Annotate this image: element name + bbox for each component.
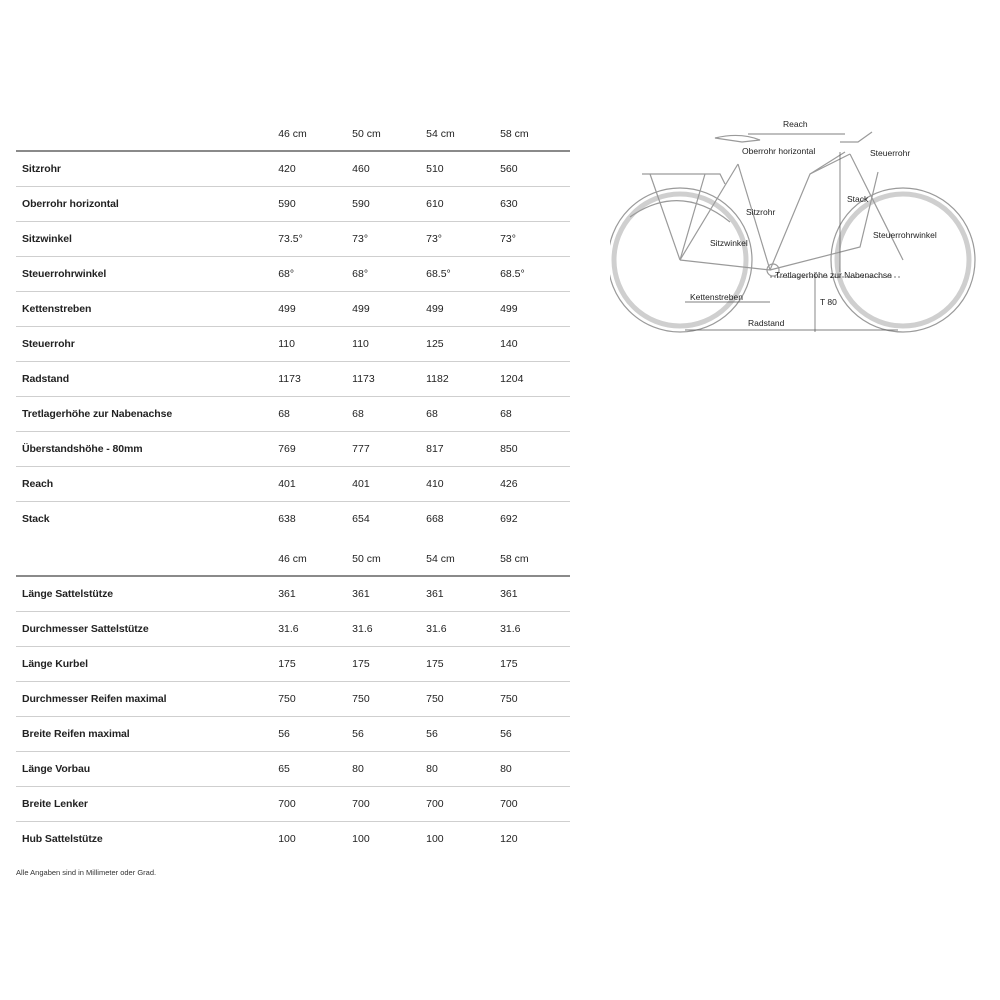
table-cell: 110 <box>352 338 369 350</box>
diagram-sitzwinkel-label: Sitzwinkel <box>710 238 748 248</box>
table-row <box>16 187 570 222</box>
table-cell: 68° <box>352 268 369 280</box>
table-cell: 73° <box>352 233 369 245</box>
row-label: Überstandshöhe - 80mm <box>22 443 143 455</box>
table-cell: 175 <box>278 658 296 670</box>
row-label: Länge Vorbau <box>22 763 91 775</box>
table-cell: 499 <box>500 303 518 315</box>
row-label: Länge Sattelstütze <box>22 588 113 600</box>
table-row <box>16 577 570 612</box>
row-label: Länge Kurbel <box>22 658 88 670</box>
table-row <box>16 682 570 717</box>
bicycle-geometry-icon <box>610 112 980 342</box>
table-cell: 56 <box>278 728 290 740</box>
row-label: Kettenstreben <box>22 303 92 315</box>
table-cell: 73.5° <box>278 233 303 245</box>
row-label: Tretlagerhöhe zur Nabenachse <box>22 408 173 420</box>
row-label: Breite Lenker <box>22 798 88 810</box>
table-cell: 700 <box>426 798 444 810</box>
table-cell: 140 <box>500 338 518 350</box>
table-cell: 769 <box>278 443 296 455</box>
table-cell: 1173 <box>278 373 301 385</box>
table-cell: 56 <box>500 728 512 740</box>
table-cell: 750 <box>352 693 370 705</box>
table-cell: 73° <box>500 233 516 245</box>
table-cell: 31.6 <box>426 623 447 635</box>
diagram-reach-label: Reach <box>783 119 808 129</box>
table-cell: 817 <box>426 443 444 455</box>
table-cell: 68 <box>426 408 438 420</box>
diagram-steuerrohr-label: Steuerrohr <box>870 148 911 158</box>
size-header: 50 cm <box>352 128 381 140</box>
diagram-sitzrohr-label: Sitzrohr <box>746 207 776 217</box>
table-cell: 750 <box>500 693 518 705</box>
table-cell: 750 <box>426 693 444 705</box>
table-cell: 638 <box>278 513 296 525</box>
row-label: Hub Sattelstütze <box>22 833 103 845</box>
table-row <box>16 257 570 292</box>
table-row <box>16 292 570 327</box>
size-header: 46 cm <box>278 553 307 565</box>
table-cell: 100 <box>352 833 370 845</box>
table-cell: 499 <box>352 303 370 315</box>
table-cell: 80 <box>426 763 438 775</box>
table-cell: 410 <box>426 478 444 490</box>
table-cell: 460 <box>352 163 370 175</box>
table-row <box>16 327 570 362</box>
table-cell: 654 <box>352 513 370 525</box>
size-header: 58 cm <box>500 128 529 140</box>
row-label: Radstand <box>22 373 70 385</box>
table-row <box>16 397 570 432</box>
table-cell: 361 <box>352 588 370 600</box>
table-cell: 590 <box>352 198 370 210</box>
table-cell: 56 <box>426 728 438 740</box>
table-cell: 110 <box>278 338 295 350</box>
table-cell: 68 <box>278 408 290 420</box>
table-cell: 630 <box>500 198 518 210</box>
geometry-table <box>16 118 570 536</box>
table-row <box>16 222 570 257</box>
table-cell: 120 <box>500 833 518 845</box>
table-cell: 499 <box>426 303 444 315</box>
table-cell: 668 <box>426 513 444 525</box>
table-row <box>16 467 570 502</box>
table-cell: 100 <box>278 833 296 845</box>
table-cell: 65 <box>278 763 290 775</box>
table-cell: 560 <box>500 163 518 175</box>
table-cell: 361 <box>426 588 444 600</box>
table-row <box>16 822 570 856</box>
row-label: Durchmesser Sattelstütze <box>22 623 149 635</box>
table-row <box>16 787 570 822</box>
table-cell: 68° <box>278 268 295 280</box>
table-row <box>16 752 570 787</box>
diagram-steuerrohrwinkel-label: Steuerrohrwinkel <box>873 230 937 240</box>
table-cell: 68.5° <box>426 268 451 280</box>
table-cell: 401 <box>278 478 296 490</box>
table-cell: 31.6 <box>352 623 373 635</box>
row-label: Sitzwinkel <box>22 233 72 245</box>
table-cell: 361 <box>500 588 518 600</box>
components-header-row <box>16 543 570 577</box>
row-label: Oberrohr horizontal <box>22 198 119 210</box>
row-label: Steuerrohrwinkel <box>22 268 107 280</box>
table-cell: 777 <box>352 443 370 455</box>
table-cell: 692 <box>500 513 518 525</box>
table-cell: 499 <box>278 303 296 315</box>
table-row <box>16 717 570 752</box>
table-row <box>16 612 570 647</box>
table-cell: 1204 <box>500 373 524 385</box>
table-cell: 426 <box>500 478 518 490</box>
table-cell: 420 <box>278 163 296 175</box>
table-cell: 68 <box>352 408 364 420</box>
diagram-tretlager-label: Tretlagerhöhe zur Nabenachse <box>775 270 892 280</box>
row-label: Reach <box>22 478 54 490</box>
diagram-stack-label: Stack <box>847 194 869 204</box>
table-cell: 700 <box>500 798 518 810</box>
table-row <box>16 502 570 536</box>
table-row <box>16 152 570 187</box>
table-cell: 175 <box>500 658 518 670</box>
table-cell: 175 <box>352 658 370 670</box>
diagram-oberrohr-label: Oberrohr horizontal <box>742 146 816 156</box>
row-label: Breite Reifen maximal <box>22 728 130 740</box>
diagram-kettenstreben-label: Kettenstreben <box>690 292 743 302</box>
table-cell: 80 <box>500 763 512 775</box>
table-cell: 31.6 <box>500 623 521 635</box>
table-cell: 31.6 <box>278 623 299 635</box>
table-cell: 175 <box>426 658 444 670</box>
row-label: Steuerrohr <box>22 338 75 350</box>
table-cell: 361 <box>278 588 296 600</box>
table-cell: 100 <box>426 833 444 845</box>
table-cell: 850 <box>500 443 518 455</box>
geometry-header-row <box>16 118 570 152</box>
table-cell: 68 <box>500 408 512 420</box>
table-cell: 750 <box>278 693 296 705</box>
size-header: 58 cm <box>500 553 529 565</box>
table-cell: 510 <box>426 163 444 175</box>
table-cell: 590 <box>278 198 296 210</box>
row-label: Sitzrohr <box>22 163 61 175</box>
table-cell: 80 <box>352 763 364 775</box>
size-header: 46 cm <box>278 128 307 140</box>
table-cell: 125 <box>426 338 444 350</box>
table-row <box>16 432 570 467</box>
size-header: 50 cm <box>352 553 381 565</box>
table-cell: 68.5° <box>500 268 525 280</box>
table-cell: 1173 <box>352 373 375 385</box>
row-label: Stack <box>22 513 50 525</box>
diagram-radstand-label: Radstand <box>748 318 785 328</box>
table-cell: 1182 <box>426 373 449 385</box>
size-header: 54 cm <box>426 128 455 140</box>
table-cell: 700 <box>352 798 370 810</box>
table-cell: 56 <box>352 728 364 740</box>
components-table <box>16 543 570 856</box>
table-cell: 700 <box>278 798 296 810</box>
diagram-ueberstand-label: T 80 <box>820 297 837 307</box>
table-cell: 610 <box>426 198 444 210</box>
size-header: 54 cm <box>426 553 455 565</box>
table-row <box>16 647 570 682</box>
units-footnote: Alle Angaben sind in Millimeter oder Grad. <box>16 868 157 877</box>
table-cell: 401 <box>352 478 370 490</box>
table-cell: 73° <box>426 233 442 245</box>
row-label: Durchmesser Reifen maximal <box>22 693 167 705</box>
table-row <box>16 362 570 397</box>
